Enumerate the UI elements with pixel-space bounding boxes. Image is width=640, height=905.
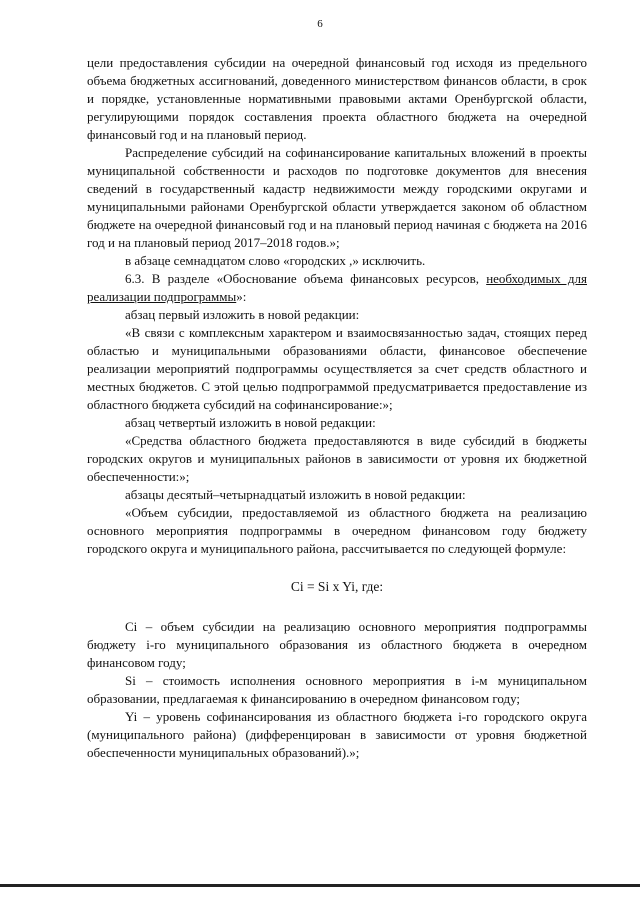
- paragraph-7: абзац четвертый изложить в новой редакции:: [125, 415, 376, 430]
- paragraph-5: абзац первый изложить в новой редакции:: [125, 307, 360, 322]
- paragraph-si-definition: Si – стоимость исполнения основного мероприятия в i-м муниципальном образовании, предлагаемая к финансированию в очередном финансовом году;: [87, 673, 587, 706]
- paragraph-ci-definition: Ci – объем субсидии на реализацию основного мероприятия подпрограммы бюджету i-го муниципального образования из областного бюджета в очередном финансовом году;: [87, 619, 587, 670]
- section-6-3-suffix: »:: [236, 289, 247, 304]
- paragraph-yi-definition: Yi – уровень софинансирования из областного бюджета i-го городского округа (муниципального района) (дифференцирован в зависимости от уровня бюджетной обеспеченности муниципальных образований).»;: [87, 709, 587, 760]
- page-number: 6: [317, 18, 323, 30]
- paragraph-3: в абзаце семнадцатом слово «городских ,» исключить.: [125, 253, 426, 268]
- section-6-3-prefix: 6.3. В разделе «Обоснование объема финансовых ресурсов,: [125, 271, 487, 286]
- section-6-3-underlined: необходимых для реализации подпрограммы: [87, 271, 587, 304]
- formula: Ci = Si x Yi, где:: [290, 579, 384, 594]
- paragraph-6: «В связи с комплексным характером и взаимосвязанностью задач, стоящих перед областью и муниципальными образованиями области, финансовое обеспечение реализации мероприятий подпрограммы осуществляется за счет средств областного и местных бюджетов. С этой целью подпрограммой предусматривается предоставление из областного бюджета субсидий на софинансирование:»;: [87, 325, 587, 412]
- paragraph-9: абзацы десятый–четырнадцатый изложить в новой редакции:: [125, 487, 466, 502]
- paragraph-8: «Средства областного бюджета предоставляются в виде субсидий в бюджеты городских округов и муниципальных районов в зависимости от уровня их бюджетной обеспеченности:»;: [87, 433, 587, 484]
- page-bottom-rule: [0, 884, 640, 887]
- paragraph-10: «Объем субсидии, предоставляемой из областного бюджета на реализацию основного мероприятия подпрограммы в очередном финансовом году бюджету городского округа и муниципального района, рассчитывается по следующей формуле:: [87, 505, 587, 556]
- paragraph-1: цели предоставления субсидии на очередной финансовый год исходя из предельного объема бюджетных ассигнований, доведенного министерством финансов области, в срок и порядке, установленные нормативными правовыми актами Оренбургской области, регулирующими порядок составления проекта областного бюджета на очередной финансовый год и на плановый период.: [87, 55, 587, 142]
- paragraph-2: Распределение субсидий на софинансирование капитальных вложений в проекты муниципальной собственности и расходов по подготовке документов для внесения сведений в государственный кадастр недвижимости между городскими округами и муниципальными районами Оренбургской области утверждается законом об областном бюджете на очередной финансовый год и на плановый период начиная с бюджета на 2016 год и на плановый период 2017–2018 годов.»;: [87, 145, 587, 250]
- paragraph-section-6-3: [87, 270, 587, 306]
- document-body: [87, 54, 587, 762]
